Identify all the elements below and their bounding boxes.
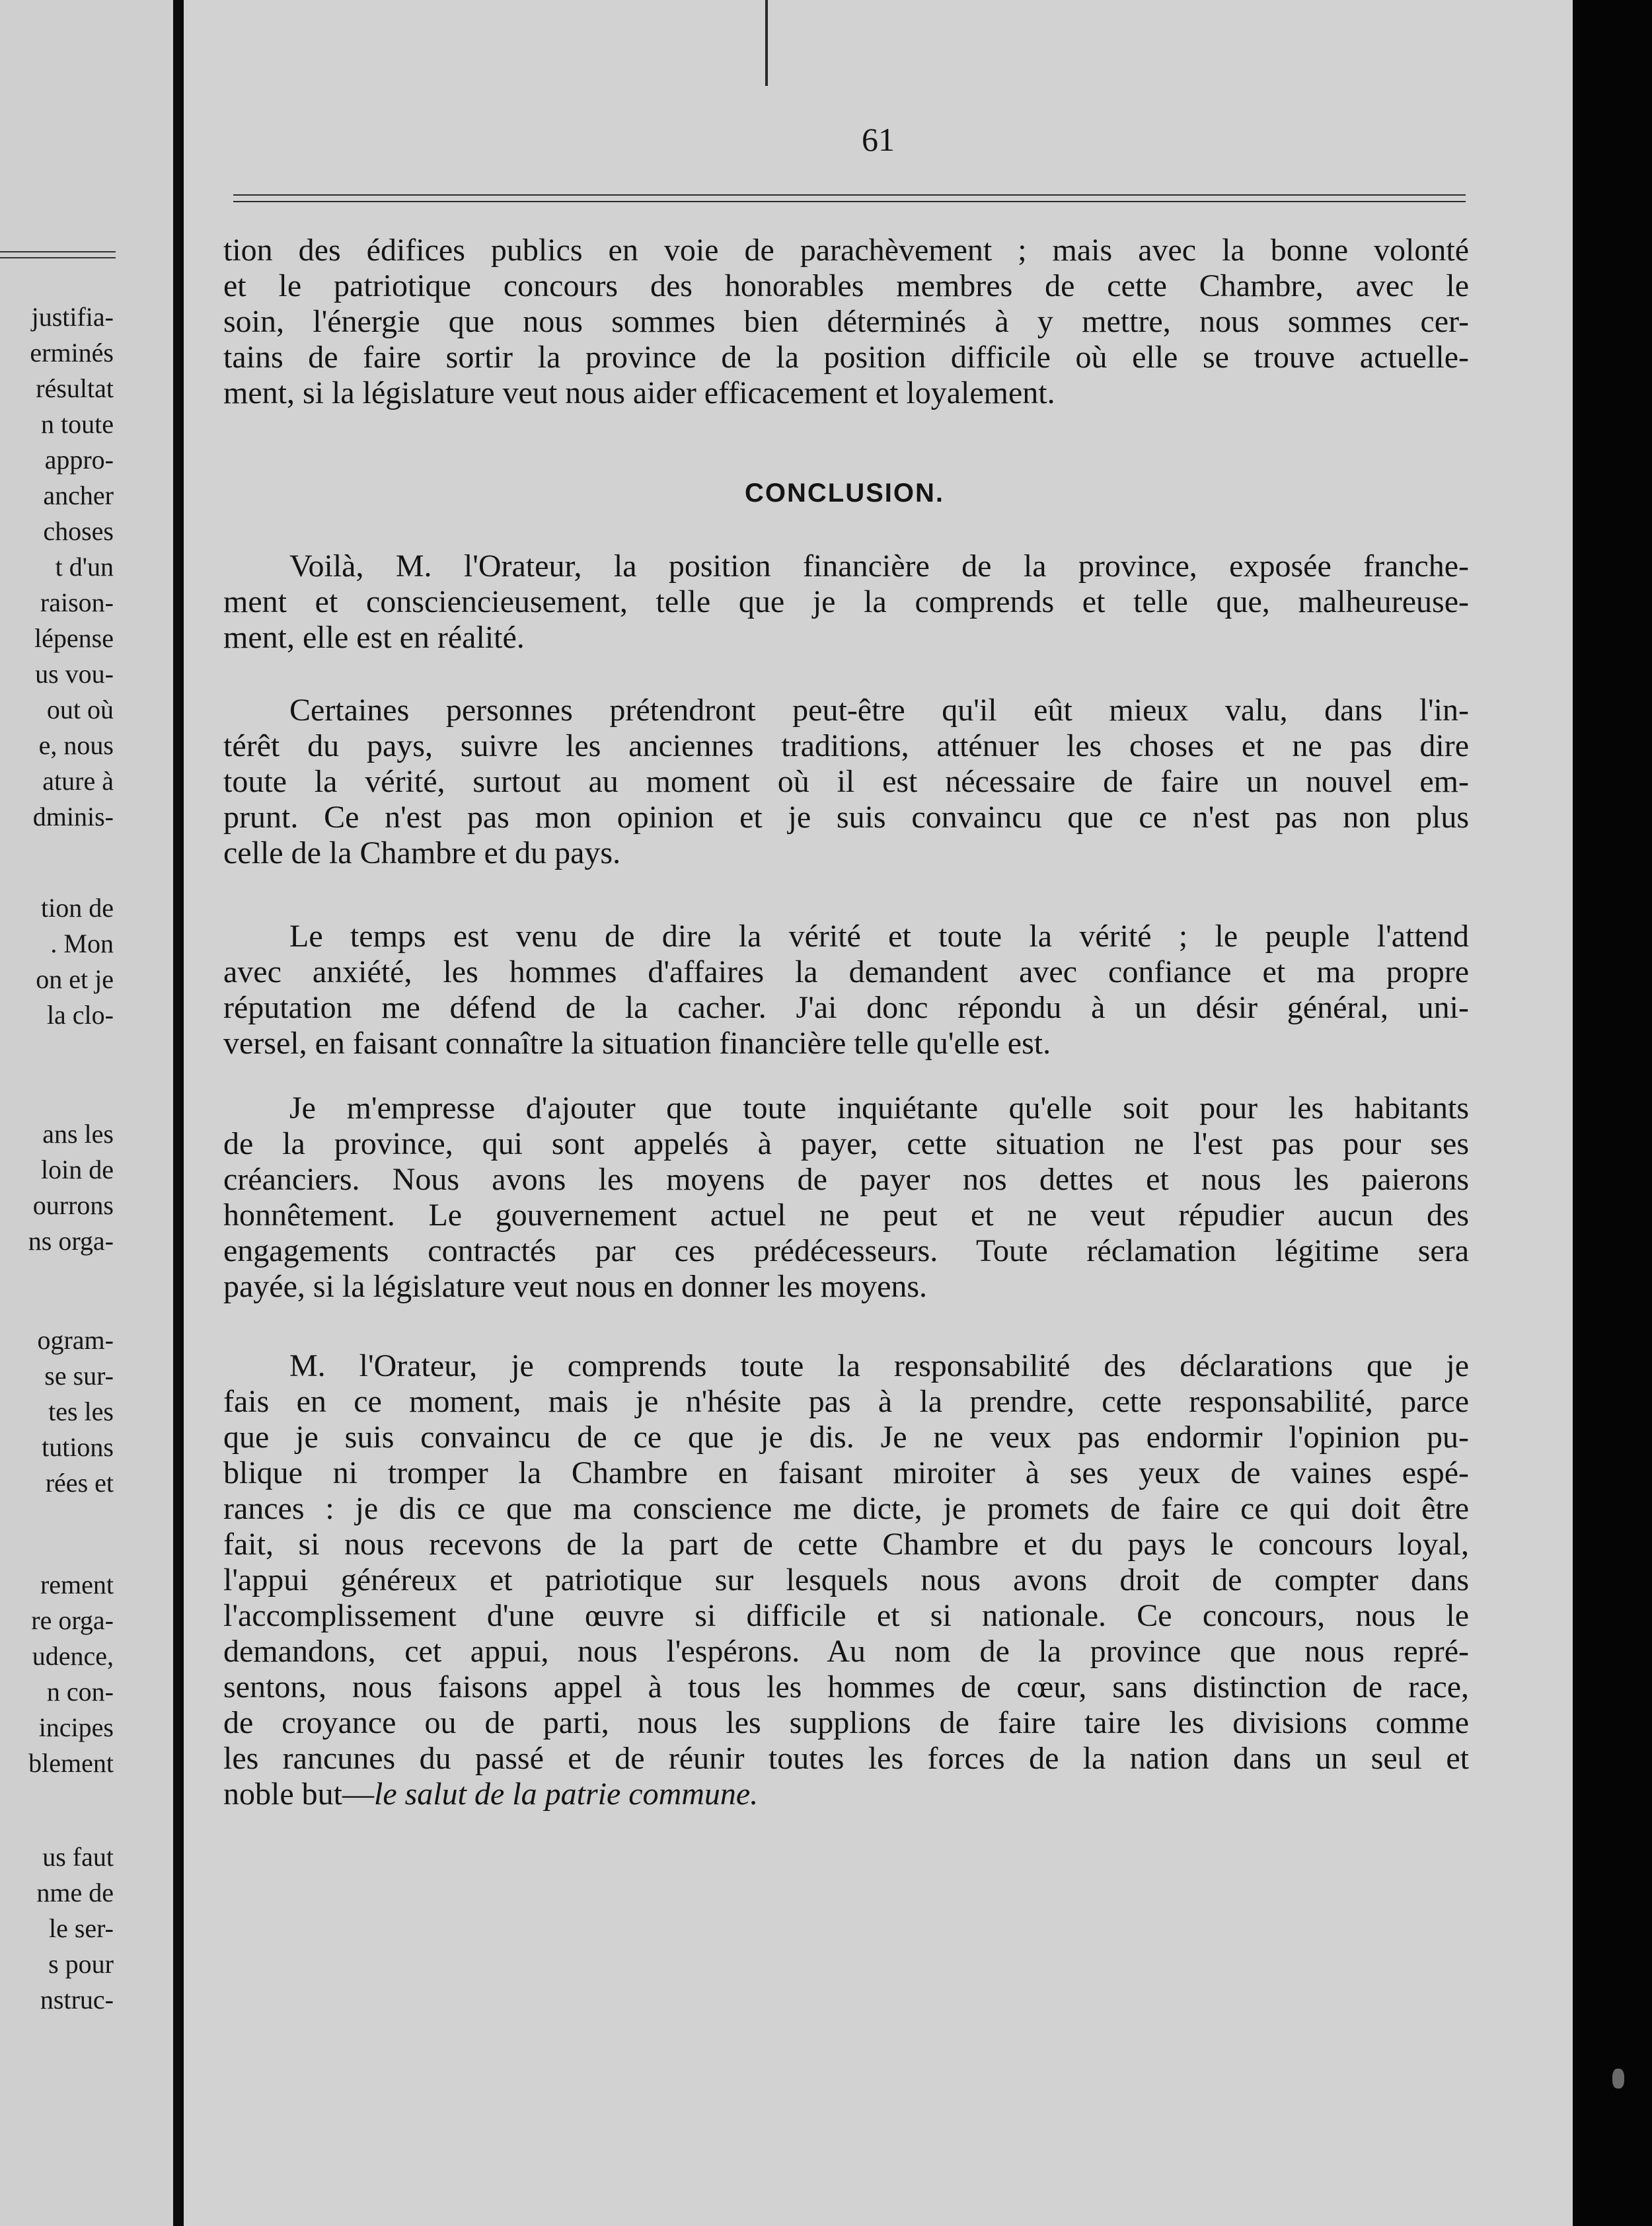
paragraph-certaines <box>223 693 1469 871</box>
text-line: toute la vérité, surtout au moment où il est nécessaire de faire un nouvel em- <box>223 764 1469 799</box>
text-line: l'accomplissement d'une œuvre si difficile et si nationale. Ce concours, nous le <box>223 1598 1469 1633</box>
intro-paragraph <box>223 233 1469 411</box>
text-line: tains de faire sortir la province de la position difficile où elle se trouve actuelle- <box>223 340 1469 375</box>
facing-text-line: . Mon <box>50 929 114 958</box>
facing-text-line: tutions <box>42 1432 114 1462</box>
text-line: honnêtement. Le gouvernement actuel ne peut et ne veut répudier aucun des <box>223 1198 1469 1233</box>
facing-text-line: le ser- <box>48 1913 114 1943</box>
facing-page-rule <box>0 251 116 258</box>
facing-text-line: udence, <box>32 1641 114 1671</box>
facing-text-line: tion de <box>41 893 114 923</box>
facing-text-line: justifia- <box>31 302 114 332</box>
text-line: créanciers. Nous avons les moyens de payer nos dettes et nous les paierons <box>223 1162 1469 1197</box>
facing-text-line: ourrons <box>32 1190 114 1220</box>
text-line: soin, l'énergie que nous sommes bien déterminés à y mettre, nous sommes cer- <box>223 304 1469 339</box>
text-line: Le temps est venu de dire la vérité et toute la vérité ; le peuple l'attend <box>289 919 1469 954</box>
facing-text-line: incipes <box>38 1712 114 1742</box>
facing-text-line: ogram- <box>37 1325 114 1355</box>
section-title: CONCLUSION. <box>745 479 944 508</box>
facing-text-line: rement <box>40 1570 114 1599</box>
text-line: les rancunes du passé et de réunir toutes les forces de la nation dans un seul et <box>223 1741 1469 1776</box>
facing-text-line: résultat <box>36 373 114 403</box>
facing-text-line: us vou- <box>35 659 114 689</box>
text-line: ment et consciencieusement, telle que je la comprends et telle que, malheureuse- <box>223 584 1469 619</box>
text-line: demandons, cet appui, nous l'espérons. Au nom de la province que nous repré- <box>223 1634 1469 1669</box>
paragraph-je-m-empresse <box>223 1091 1469 1305</box>
facing-text-line: out où <box>46 695 114 724</box>
facing-text-line: nstruc- <box>40 1985 114 2015</box>
facing-text-line: raison- <box>40 588 114 617</box>
text-line: fais en ce moment, mais je n'hésite pas à la prendre, cette responsabilité, parce <box>223 1384 1469 1419</box>
facing-text-line: choses <box>43 516 114 546</box>
text-line: et le patriotique concours des honorables membres de cette Chambre, avec le <box>223 268 1469 303</box>
text-line: l'appui généreux et patriotique sur lesquels nous avons droit de compter dans <box>223 1562 1469 1597</box>
facing-text-line: tes les <box>48 1397 114 1426</box>
text-line: payée, si la législature veut nous en donner les moyens. <box>223 1269 928 1304</box>
text-line: Voilà, M. l'Orateur, la position financière de la province, exposée franche- <box>289 549 1469 584</box>
facing-text-line: us faut <box>42 1842 114 1872</box>
final-line-text: noble but— <box>223 1777 374 1812</box>
facing-text-line: ature à <box>42 766 114 796</box>
facing-text-line: lépense <box>34 623 114 653</box>
paragraph-le-temps <box>223 919 1469 1061</box>
text-line: ment, elle est en réalité. <box>223 620 525 655</box>
paragraph-voila <box>223 549 1469 656</box>
facing-text-line: n toute <box>41 409 114 439</box>
facing-text-line: on et je <box>36 964 114 994</box>
facing-text-line: n con- <box>46 1677 114 1707</box>
final-line-italic: le salut de la patrie commune. <box>373 1777 759 1812</box>
facing-text-line: blement <box>28 1748 114 1778</box>
facing-page <box>0 0 177 2226</box>
text-line: Certaines personnes prétendront peut-être qu'il eût mieux valu, dans l'in- <box>289 693 1469 728</box>
facing-text-line: dminis- <box>32 802 114 831</box>
text-line: prunt. Ce n'est pas mon opinion et je suis convaincu que ce n'est pas non plus <box>223 800 1469 835</box>
text-line: avec anxiété, les hommes d'affaires la demandent avec confiance et ma propre <box>223 954 1469 989</box>
text-line: réputation me défend de la cacher. J'ai donc répondu à un désir général, uni- <box>223 990 1469 1025</box>
text-line: fait, si nous recevons de la part de cette Chambre et du pays le concours loyal, <box>223 1527 1469 1562</box>
text-line: M. l'Orateur, je comprends toute la responsabilité des déclarations que je <box>289 1348 1469 1383</box>
text-line: de croyance ou de parti, nous les supplions de faire taire les divisions comme <box>223 1705 1469 1740</box>
text-line: tion des édifices publics en voie de parachèvement ; mais avec la bonne volonté <box>223 233 1469 268</box>
facing-text-line: ancher <box>43 480 114 510</box>
text-line: engagements contractés par ces prédécesseurs. Toute réclamation légitime sera <box>223 1233 1469 1268</box>
text-line: versel, en faisant connaître la situation financière telle qu'elle est. <box>223 1026 1051 1061</box>
text-line: térêt du pays, suivre les anciennes traditions, atténuer les choses et ne pas dire <box>223 728 1469 763</box>
facing-text-line: erminés <box>30 338 114 367</box>
main-page <box>184 0 1573 2226</box>
scan-speck <box>1612 2069 1624 2089</box>
text-line: celle de la Chambre et du pays. <box>223 835 621 870</box>
facing-text-line: ns orga- <box>28 1226 114 1256</box>
paragraph-m-l-orateur <box>223 1348 1469 1777</box>
facing-text-line: loin de <box>41 1155 114 1184</box>
text-line: Je m'empresse d'ajouter que toute inquiétante qu'elle soit pour les habitants <box>289 1091 1469 1126</box>
header-rule <box>233 194 1466 202</box>
paragraph-final-line <box>223 1777 1469 1812</box>
text-line: que je suis convaincu de ce que je dis. Je ne veux pas endormir l'opinion pu- <box>223 1420 1469 1455</box>
text-line: de la province, qui sont appelés à payer, cette situation ne l'est pas pour ses <box>223 1126 1469 1161</box>
text-line: sentons, nous faisons appel à tous les hommes de cœur, sans distinction de race, <box>223 1670 1469 1705</box>
facing-text-line: rées et <box>45 1468 114 1498</box>
book-gutter <box>173 0 184 2226</box>
facing-text-line: la clo- <box>46 1000 114 1030</box>
facing-text-line: e, nous <box>38 730 114 760</box>
text-line: rances : je dis ce que ma conscience me dicte, je promets de faire ce qui doit être <box>223 1491 1469 1526</box>
scan-border <box>1573 0 1652 2226</box>
facing-text-line: re orga- <box>31 1605 114 1635</box>
facing-text-line: appro- <box>44 445 114 475</box>
facing-text-line: se sur- <box>44 1361 114 1391</box>
facing-text-line: t d'un <box>55 552 114 582</box>
facing-text-line: s pour <box>48 1949 114 1979</box>
text-line: blique ni tromper la Chambre en faisant miroiter à ses yeux de vaines espé- <box>223 1455 1469 1490</box>
text-line: ment, si la législature veut nous aider efficacement et loyalement. <box>223 375 1055 410</box>
text-line <box>223 1777 1469 1812</box>
page-number: 61 <box>862 121 895 158</box>
facing-text-line: ans les <box>42 1119 114 1149</box>
facing-text-line: nme de <box>36 1878 114 1907</box>
binding-mark <box>765 0 768 86</box>
